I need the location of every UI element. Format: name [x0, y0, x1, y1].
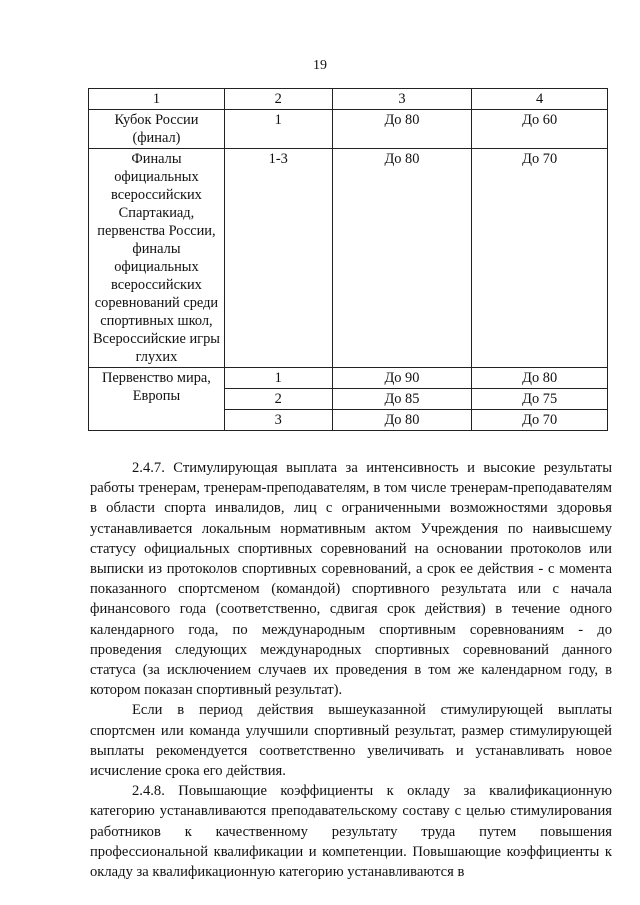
table-cell: До 60 — [472, 110, 608, 149]
header-cell: 4 — [472, 89, 608, 110]
table-cell: 3 — [224, 410, 332, 431]
body-text — [90, 458, 612, 882]
table-cell: До 80 — [332, 410, 472, 431]
table-cell: До 70 — [472, 149, 608, 368]
table-cell: До 80 — [332, 149, 472, 368]
coefficients-table — [88, 88, 608, 431]
page-number: 19 — [313, 58, 327, 73]
table-cell: 1-3 — [224, 149, 332, 368]
table-row — [89, 368, 608, 389]
table-header-row — [89, 89, 608, 110]
header-cell: 1 — [89, 89, 225, 110]
table-cell: 1 — [224, 110, 332, 149]
table-cell: Кубок России (финал) — [89, 110, 225, 149]
table-cell: До 80 — [332, 110, 472, 149]
table-cell: До 85 — [332, 389, 472, 410]
header-cell: 2 — [224, 89, 332, 110]
paragraph: Если в период действия вышеуказанной стимулирующей выплаты спортсмен или команда улучшили спортивный результат, размер стимулирующей выплаты рекомендуется соответственно увеличивать и устанавливать новое исчисление срока его действия. — [90, 702, 612, 780]
table-cell: До 90 — [332, 368, 472, 389]
header-cell: 3 — [332, 89, 472, 110]
paragraph: 2.4.7. Стимулирующая выплата за интенсивность и высокие результаты работы тренерам, тренерам-преподавателям, в том числе тренерам-преподавателям в области спорта инвалидов, лиц с ограниченными возможностями здоровья устанавливается локальным нормативным актом Учреждения по наивысшему статусу официальных спортивных соревнований на основании протоколов или выписки из протоколов спортивных соревнований, а срок ее действия - с момента показанного спортсменом (командой) спортивного результата или с начала финансового года (соответственно, сдвигая срок действия) в течение одного календарного года, по международным спортивным соревнованиям - до проведения следующих международных спортивных соревнований данного статуса (за исключением случаев их проведения в том же календарном году, в котором показан спортивный результат). — [90, 460, 612, 699]
table-cell: 2 — [224, 389, 332, 410]
paragraph: 2.4.8. Повышающие коэффициенты к окладу за квалификационную категорию устанавливаются преподавательскому составу с целью стимулирования работников к качественному результату труда путем повышения профессиональной квалификации и компетенции. Повышающие коэффициенты к окладу за квалификационную категорию устанавливаются в — [90, 783, 612, 881]
table-cell: Финалы официальных всероссийских Спартакиад, первенства России, финалы официальных всероссийских соревнований среди спортивных школ, Всероссийские игры глухих — [89, 149, 225, 368]
table-cell: До 75 — [472, 389, 608, 410]
table-cell: До 70 — [472, 410, 608, 431]
table-row — [89, 149, 608, 368]
table-cell: 1 — [224, 368, 332, 389]
table-row — [89, 110, 608, 149]
table-cell: До 80 — [472, 368, 608, 389]
table-cell: Первенство мира, Европы — [89, 368, 225, 431]
